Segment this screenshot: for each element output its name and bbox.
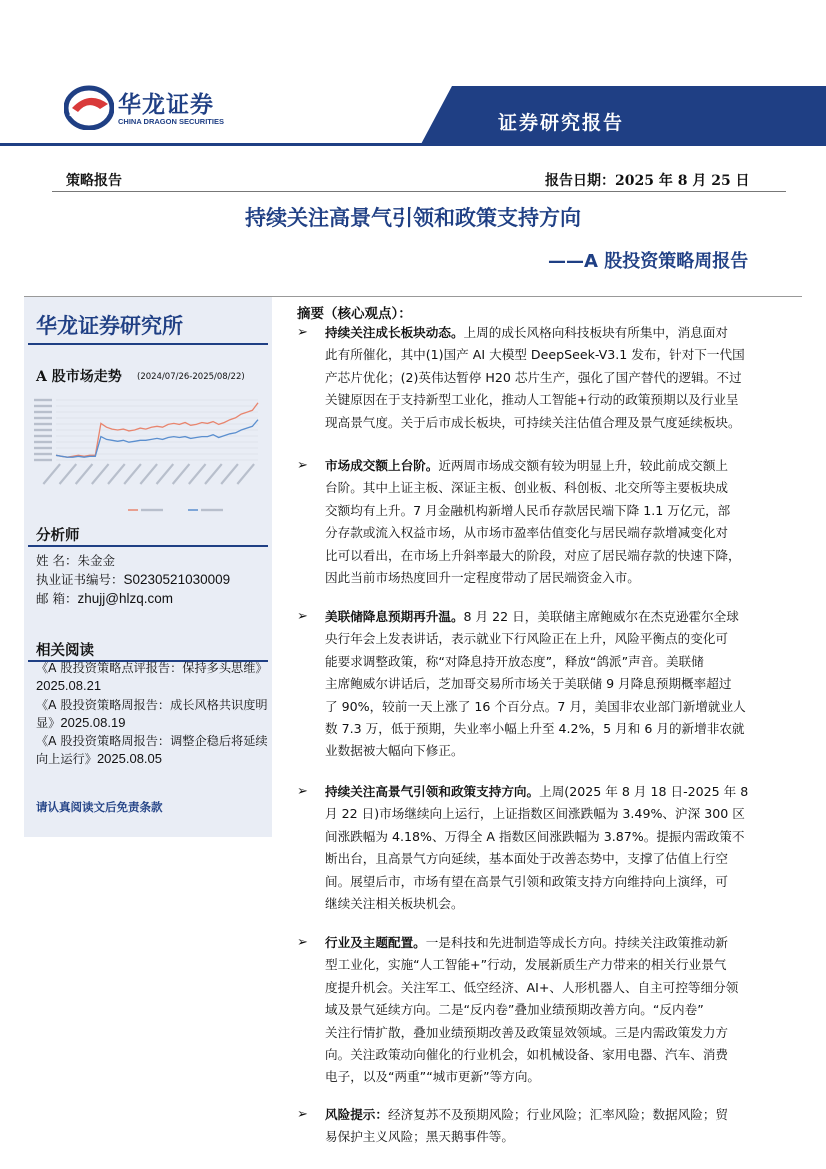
related-reading-item[interactable]: 《A 股投资策略点评报告：保持多头思维》2025.08.21: [36, 661, 268, 693]
abstract-label: 摘要（核心观点）：: [297, 306, 412, 322]
chart-legend: [128, 509, 223, 511]
chart-x-tick: [123, 463, 141, 484]
doc-type: 策略报告: [66, 173, 122, 189]
company-logo-icon: [64, 84, 114, 130]
bullet-icon: ➢: [297, 609, 308, 624]
chart-series-line-2: [56, 420, 258, 458]
analyst-name-row: [36, 552, 115, 569]
cert-number: S0230521030009: [123, 572, 231, 587]
email-row: [36, 590, 173, 607]
email-label: 邮 箱：: [36, 591, 78, 606]
chart-y-tick: [34, 447, 52, 449]
chart-x-tick: [140, 463, 158, 484]
chart-x-tick: [59, 463, 77, 484]
company-name-en: CHINA DRAGON SECURITIES: [118, 117, 224, 126]
point-policy-direction: 持续关注高景气引领和政策支持方向。上周(2025 年 8 月 18 日-2025 年 8 月 22 日)市场继续向上运行，上证指数区间涨跌幅为 3.49%、沪深 300 区 间涨跌幅为 4.18%、万得全 A 指数区间涨跌幅为 3.87%。提振内需政策不 断出台，且高景气方向延续，基本面处于改善态势中，支撑了估值上行空 间。展望后市，市场有望在高景气引领和政策支持方向维持向上演绎，可 继续关注相关板块机会。: [325, 784, 749, 912]
related-reading-item[interactable]: 《A 股投资策略周报告：成长风格共识度明显》2025.08.19: [36, 698, 268, 730]
chart-x-tick: [188, 463, 206, 484]
bullet-icon: ➢: [297, 1107, 308, 1122]
chart-x-tick: [75, 463, 93, 484]
market-trend-chart: [28, 392, 272, 522]
banner-title: 证券研究报告: [498, 112, 625, 134]
chart-x-ticks: [43, 463, 255, 484]
point-fed-rate: 美联储降息预期再升温。8 月 22 日，美联储主席鲍威尔在杰克逊霍尔全球 央行年会上发表讲话，表示就业下行风险正在上升，风险平衡点的变化可 能要求调整政策，称“对降息持开放态度”，释放“鸽派”声音。美联储 主席鲍威尔讲话后，芝加哥交易所市场关于美联储 9 月降息预期概率超过 了 90%，较前一天上涨了 16 个百分点。7 月，美国非农业部门新增就业人 数 7.3 万，低于预期，失业率小幅上升至 4.2%，5 月和 6 月的新增非农就 业数据被大幅向下修正。: [325, 609, 746, 759]
market-trend-label: A 股市场走势: [36, 369, 122, 385]
chart-y-tick: [34, 435, 52, 437]
email-link[interactable]: zhujj@hlzq.com: [77, 591, 173, 606]
chart-grid: [34, 399, 258, 461]
disclaimer-note: 请认真阅读文后免责条款: [36, 800, 163, 814]
point-growth-sector: 持续关注成长板块动态。上周的成长风格向科技板块有所集中，消息面对 此有所催化，其中(1)国产 AI 大模型 DeepSeek-V3.1 发布，针对下一代国 产芯片优化；(2)英伟达暂停 H20 芯片生产，强化了国产替代的逻辑。不过 关键原因在于支持新型工业化，推动人工智能+行动的政策预期以及行业呈 现高景气度。关于后市成长板块，可持续关注估值合理及景气度延续板块。: [325, 325, 745, 430]
chart-y-tick: [34, 399, 52, 401]
sidebar-title: 华龙证券研究所: [36, 314, 183, 338]
chart-y-tick: [34, 423, 52, 425]
chart-legend-label: [201, 509, 223, 511]
related-reading-item[interactable]: 《A 股投资策略周报告：调整企稳后将延续向上运行》2025.08.05: [36, 734, 268, 766]
chart-legend-label: [141, 509, 163, 511]
bullet-icon: ➢: [297, 458, 308, 473]
analyst-divider: [28, 545, 268, 547]
chart-y-tick: [34, 411, 52, 413]
bullet-icon: ➢: [297, 935, 308, 950]
chart-y-tick: [34, 429, 52, 431]
bullet-icon: ➢: [297, 784, 308, 799]
point-sector-allocation: 行业及主题配置。一是科技和先进制造等成长方向。持续关注政策推动新 型工业化，实施“人工智能+”行动，发展新质生产力带来的相关行业景气 度提升机会。关注军工、低空经济、AI+、人形机器人、自主可控等细分领 域及景气延续方向。二是“反内卷”叠加业绩预期改善方向。“反内卷” 关注行情扩散，叠加业绩预期改善及政策显效领域。三是内需政策发力方 向。关注政策动向催化的行业机会，如机械设备、家用电器、汽车、消费 电子，以及“两重”“城市更新”等方向。: [325, 935, 739, 1085]
cert-row: [36, 571, 230, 588]
chart-y-tick: [34, 459, 52, 461]
point-risk-warning: 风险提示：经济复苏不及预期风险；行业风险；汇率风险；数据风险；贸 易保护主义风险；黑天鹅事件等。: [325, 1107, 728, 1145]
analyst-name-label: 姓 名：: [36, 553, 78, 568]
analyst-label: 分析师: [36, 527, 80, 544]
chart-x-tick: [156, 463, 174, 484]
analyst-name: 朱金金: [77, 553, 115, 568]
bullet-icon: ➢: [297, 325, 308, 340]
point-turnover: 市场成交额上台阶。近两周市场成交额有较为明显上升，较此前成交额上 台阶。其中上证主板、深证主板、创业板、科创板、北交所等主要板块成 交额均有上升。7 月金融机构新增人民币存款居民端下降 1.1 万亿元，部 分存款或流入权益市场，从市场市盈率估值变化与居民端存款增减变化对 比可以看出，在市场上升斜率最大的阶段，对应了居民端存款的快速下降， 因此当前市场热度回升一定程度带动了居民端资金入市。: [325, 458, 741, 586]
report-date: 报告日期：2025 年 8 月 25 日: [545, 173, 750, 189]
chart-x-tick: [43, 463, 61, 484]
header-divider: [52, 191, 786, 192]
chart-y-tick: [34, 405, 52, 407]
chart-x-tick: [204, 463, 222, 484]
chart-x-tick: [107, 463, 125, 484]
chart-y-tick: [34, 417, 52, 419]
chart-y-tick: [34, 441, 52, 443]
sidebar-divider: [28, 343, 268, 345]
chart-x-tick: [172, 463, 190, 484]
market-trend-range: (2024/07/26-2025/08/22): [137, 372, 245, 382]
cert-label: 执业证书编号：: [36, 572, 124, 587]
chart-x-tick: [220, 463, 238, 484]
chart-x-tick: [237, 463, 255, 484]
related-reading-label: 相关阅读: [36, 642, 94, 659]
chart-x-tick: [91, 463, 109, 484]
chart-y-tick: [34, 453, 52, 455]
page-title: 持续关注高景气引领和政策支持方向: [245, 206, 581, 230]
page-subtitle: ——A 股投资策略周报告: [548, 251, 749, 272]
company-name-cn: 华龙证券: [118, 92, 214, 118]
